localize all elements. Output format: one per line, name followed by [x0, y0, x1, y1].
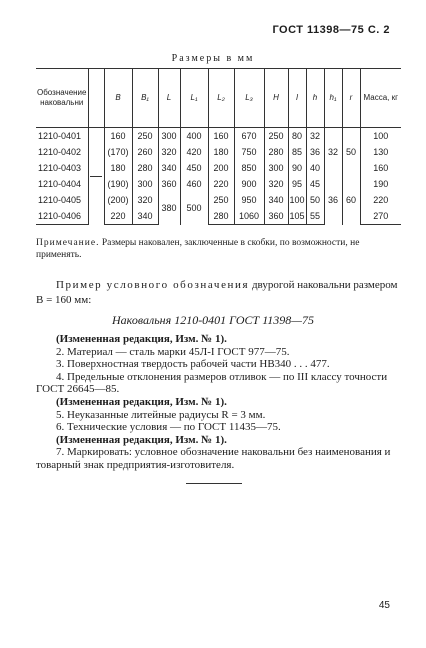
list-item: 4. Предельные отклонения размеров отливок — по III классу точности ГОСТ 26645—85.	[36, 370, 388, 396]
cell-l-small: 95	[288, 176, 306, 192]
cell-b1: 260	[132, 144, 158, 160]
amendment-note: (Измененная редакция, Изм. № 1).	[56, 333, 227, 345]
cell-mass: 130	[360, 144, 401, 160]
cell-h-small: 36	[306, 144, 324, 160]
cell-l-small: 80	[288, 128, 306, 145]
cell-l3: 950	[234, 192, 264, 208]
cell-r-merged: 60	[342, 176, 360, 225]
cell-h: 320	[264, 176, 288, 192]
cell-r-merged: 50	[342, 128, 360, 177]
cell-code: 1210-0403	[38, 163, 82, 173]
example-paragraph	[36, 278, 401, 308]
cell-l1: 420	[180, 144, 208, 160]
cell-b1: 300	[132, 176, 158, 192]
col-header-b1: B₁	[132, 69, 158, 128]
cell-mass: 160	[360, 160, 401, 176]
col-header-h-small: h	[306, 69, 324, 128]
cell-b1: 320	[132, 192, 158, 208]
cell-l3: 850	[234, 160, 264, 176]
page-number: 45	[378, 600, 390, 611]
cell-b: (190)	[104, 176, 132, 192]
cell-l-small: 85	[288, 144, 306, 160]
cell-l-small: 90	[288, 160, 306, 176]
cell-l-merged: 380	[158, 192, 180, 225]
cell-code: 1210-0402	[38, 147, 82, 157]
cell-l2: 200	[208, 160, 234, 176]
col-header-designation: Обозначение наковальни	[37, 88, 87, 107]
cell-h: 360	[264, 208, 288, 225]
cell-h-small: 32	[306, 128, 324, 145]
cell-l2: 180	[208, 144, 234, 160]
cell-h1-merged: 36	[324, 176, 342, 225]
example-text: двурогой наковальни размером B = 160 мм:	[36, 279, 398, 306]
cell-h-small: 40	[306, 160, 324, 176]
cell-l: 320	[158, 144, 180, 160]
list-item: 3. Поверхностная твердость рабочей части HB340 . . . 477.	[56, 358, 330, 371]
table-caption: Размеры в мм	[171, 53, 255, 64]
col-header-l-small: l	[288, 69, 306, 128]
cell-l2: 250	[208, 192, 234, 208]
dimensions-table	[36, 68, 401, 225]
cell-mass: 270	[360, 208, 401, 225]
cell-l1: 400	[180, 128, 208, 145]
cell-b: 160	[104, 128, 132, 145]
cell-h1-merged: 32	[324, 128, 342, 177]
cell-l2: 220	[208, 176, 234, 192]
cell-l3: 900	[234, 176, 264, 192]
col-header-mass: Масса, кг	[360, 69, 401, 128]
table-row	[36, 128, 401, 145]
cell-b1: 250	[132, 128, 158, 145]
cell-l: 360	[158, 176, 180, 192]
cell-b1: 340	[132, 208, 158, 225]
page-header: ГОСТ 11398—75 С. 2	[272, 24, 390, 36]
cell-mass: 100	[360, 128, 401, 145]
cell-b: (200)	[104, 192, 132, 208]
cell-l3: 670	[234, 128, 264, 145]
col-header-b: B	[104, 69, 132, 128]
cell-h-small: 45	[306, 176, 324, 192]
cell-h-small: 50	[306, 192, 324, 208]
cell-b: (170)	[104, 144, 132, 160]
cell-mass: 190	[360, 176, 401, 192]
note-text: Размеры наковален, заключенные в скобки, по возможности, не применять.	[36, 238, 360, 260]
col-header-h: H	[264, 69, 288, 128]
cell-l-small: 105	[288, 208, 306, 225]
cell-l1-merged: 500	[180, 192, 208, 225]
cell-h: 250	[264, 128, 288, 145]
cell-h: 340	[264, 192, 288, 208]
table-note	[36, 237, 401, 261]
col-header-l3: L₃	[234, 69, 264, 128]
table-header-row	[36, 69, 401, 128]
list-item: 2. Материал — сталь марки 45Л-I ГОСТ 977—75.	[56, 345, 290, 358]
cell-b: 180	[104, 160, 132, 176]
cell-l1: 460	[180, 176, 208, 192]
note-label: Примечание.	[36, 238, 100, 248]
col-header-r: r	[342, 69, 360, 128]
cell-l3: 1060	[234, 208, 264, 225]
cell-l-small: 100	[288, 192, 306, 208]
cell-l3: 750	[234, 144, 264, 160]
cell-l1: 450	[180, 160, 208, 176]
cell-code: 1210-0401	[38, 131, 82, 141]
amendment-note: (Измененная редакция, Изм. № 1).	[56, 395, 227, 408]
cell-h: 300	[264, 160, 288, 176]
cell-l2: 280	[208, 208, 234, 225]
col-header-usage	[88, 69, 104, 128]
cell-code: 1210-0405	[38, 195, 82, 205]
cell-l: 300	[158, 128, 180, 145]
col-header-l1: L₁	[180, 69, 208, 128]
cell-usage	[88, 128, 104, 225]
designation-example: Наковальня 1210-0401 ГОСТ 11398—75	[112, 313, 314, 327]
cell-b: 220	[104, 208, 132, 225]
list-item: 5. Неуказанные литейные радиусы R = 3 мм.	[56, 408, 266, 421]
cell-l: 340	[158, 160, 180, 176]
col-header-h1: h₁	[324, 69, 342, 128]
cell-h: 280	[264, 144, 288, 160]
cell-b1: 280	[132, 160, 158, 176]
cell-l2: 160	[208, 128, 234, 145]
list-item: 6. Технические условия — по ГОСТ 11435—75.	[56, 421, 281, 434]
col-header-l: L	[158, 69, 180, 128]
separator-rule	[186, 483, 242, 484]
example-spaced-text: Пример условного обозначения	[56, 279, 250, 291]
amendment-note: (Измененная редакция, Изм. № 1).	[56, 433, 227, 446]
cell-mass: 220	[360, 192, 401, 208]
cell-code: 1210-0404	[38, 179, 82, 189]
col-header-l2: L₂	[208, 69, 234, 128]
requirements-list	[36, 333, 401, 472]
list-item: 7. Маркировать: условное обозначение наковальни без наименования и товарный знак предприятия-изготовителя.	[36, 446, 391, 471]
cell-h-small: 55	[306, 208, 324, 225]
cell-code: 1210-0406	[36, 208, 88, 225]
